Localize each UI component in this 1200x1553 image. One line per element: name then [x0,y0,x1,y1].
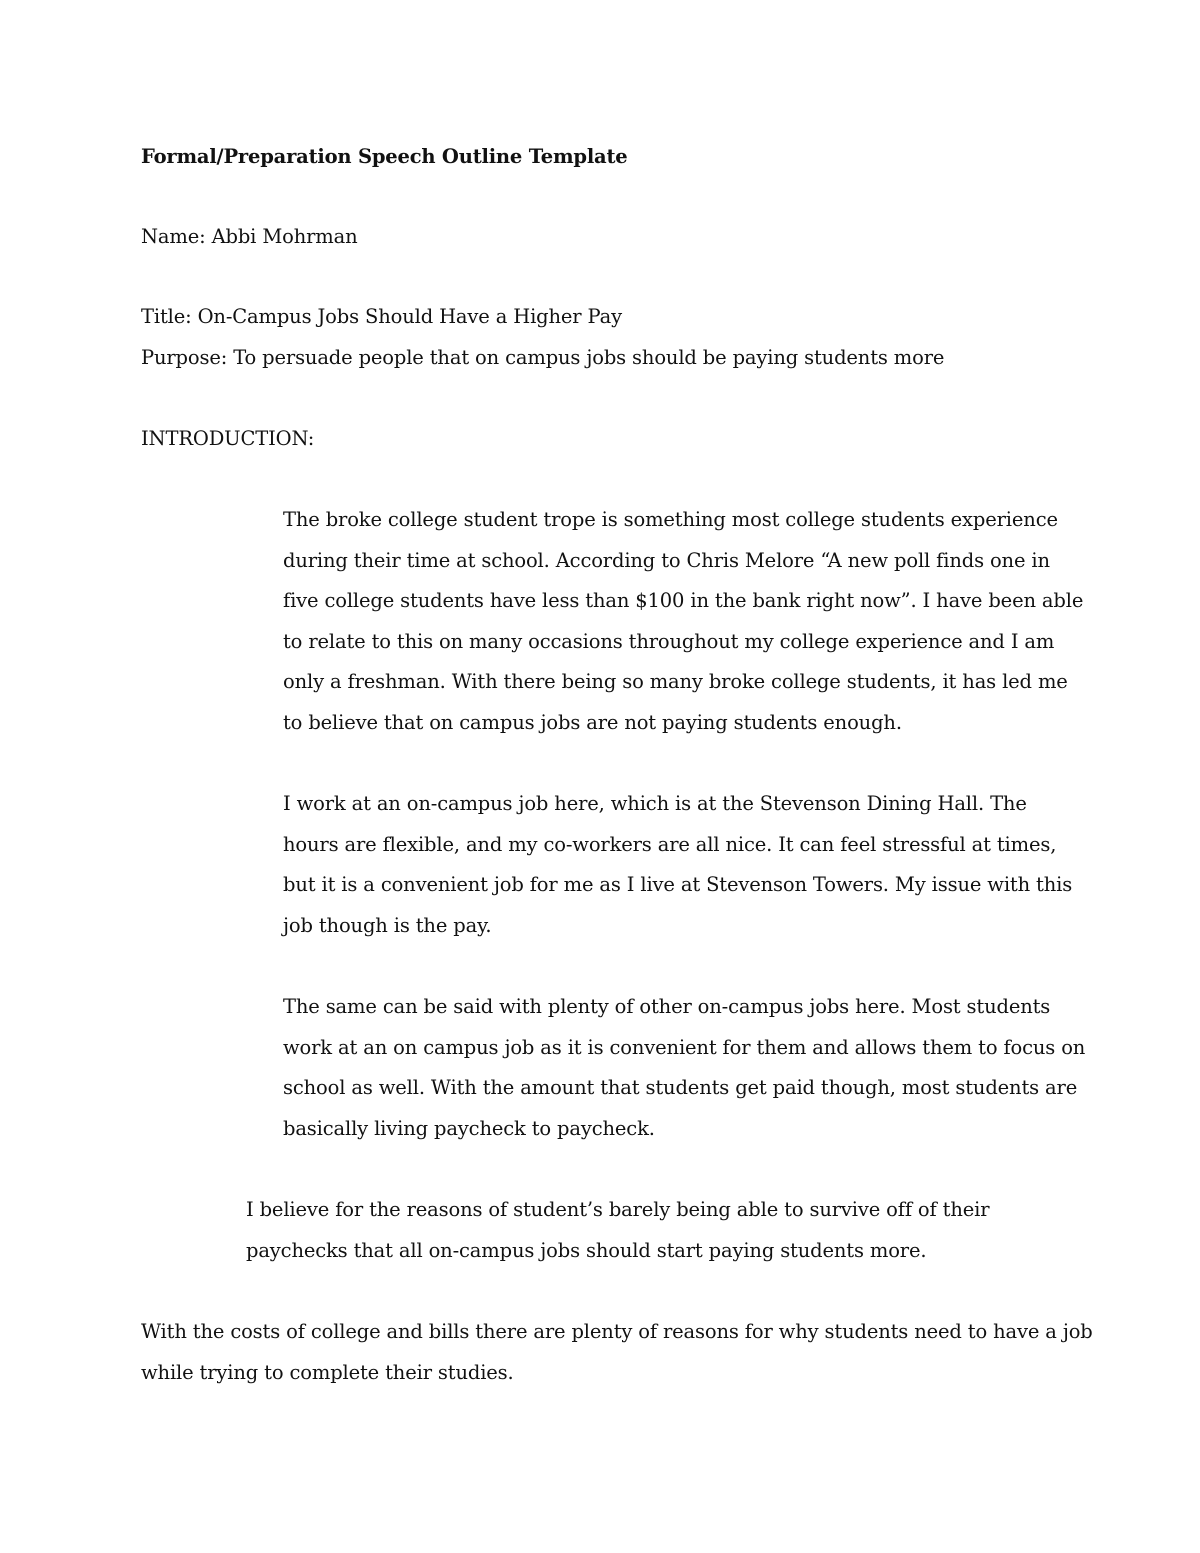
paragraph-line: With the costs of college and bills there are plenty of reasons for why students need to have a job [141,1320,1093,1343]
paragraph-line: but it is a convenient job for me as I live at Stevenson Towers. My issue with this [283,873,1073,897]
name-line: Name: Abbi Mohrman [141,225,358,248]
closing-paragraph [141,1312,1093,1393]
intro-paragraph-2 [283,784,1072,946]
paragraph-line: work at an on campus job as it is convenient for them and allows them to focus on [283,1035,1086,1059]
paragraph-line: five college students have less than $100 in the bank right now”. I have been able [283,589,1084,613]
paragraph-line: to believe that on campus jobs are not paying students enough. [283,710,902,734]
paragraph-line: job though is the pay. [283,913,492,937]
title-line: Title: On-Campus Jobs Should Have a Higher Pay [141,305,622,328]
intro-paragraph-3 [283,987,1085,1149]
document-heading: Formal/Preparation Speech Outline Template [141,145,628,168]
paragraph-line: The same can be said with plenty of other on-campus jobs here. Most students [283,995,1051,1018]
thesis-paragraph [246,1190,989,1271]
paragraph-line: to relate to this on many occasions throughout my college experience and I am [283,629,1055,653]
purpose-line: Purpose: To persuade people that on campus jobs should be paying students more [141,346,945,369]
section-label-introduction: INTRODUCTION: [141,427,315,450]
paragraph-line: The broke college student trope is something most college students experience [283,508,1058,531]
paragraph-line: school as well. With the amount that students get paid though, most students are [283,1076,1078,1100]
intro-paragraph-1 [283,500,1083,744]
paragraph-line: only a freshman. With there being so many broke college students, it has led me [283,670,1068,694]
paragraph-line: I believe for the reasons of student’s barely being able to survive off of their [246,1198,990,1221]
paragraph-line: I work at an on-campus job here, which is at the Stevenson Dining Hall. The [283,792,1027,815]
paragraph-line: basically living paycheck to paycheck. [283,1116,655,1140]
paragraph-line: paychecks that all on-campus jobs should start paying students more. [246,1238,927,1262]
paragraph-line: while trying to complete their studies. [141,1360,514,1384]
paragraph-line: hours are flexible, and my co-workers are all nice. It can feel stressful at times, [283,832,1057,856]
paragraph-line: during their time at school. According to Chris Melore “A new poll finds one in [283,548,1050,572]
